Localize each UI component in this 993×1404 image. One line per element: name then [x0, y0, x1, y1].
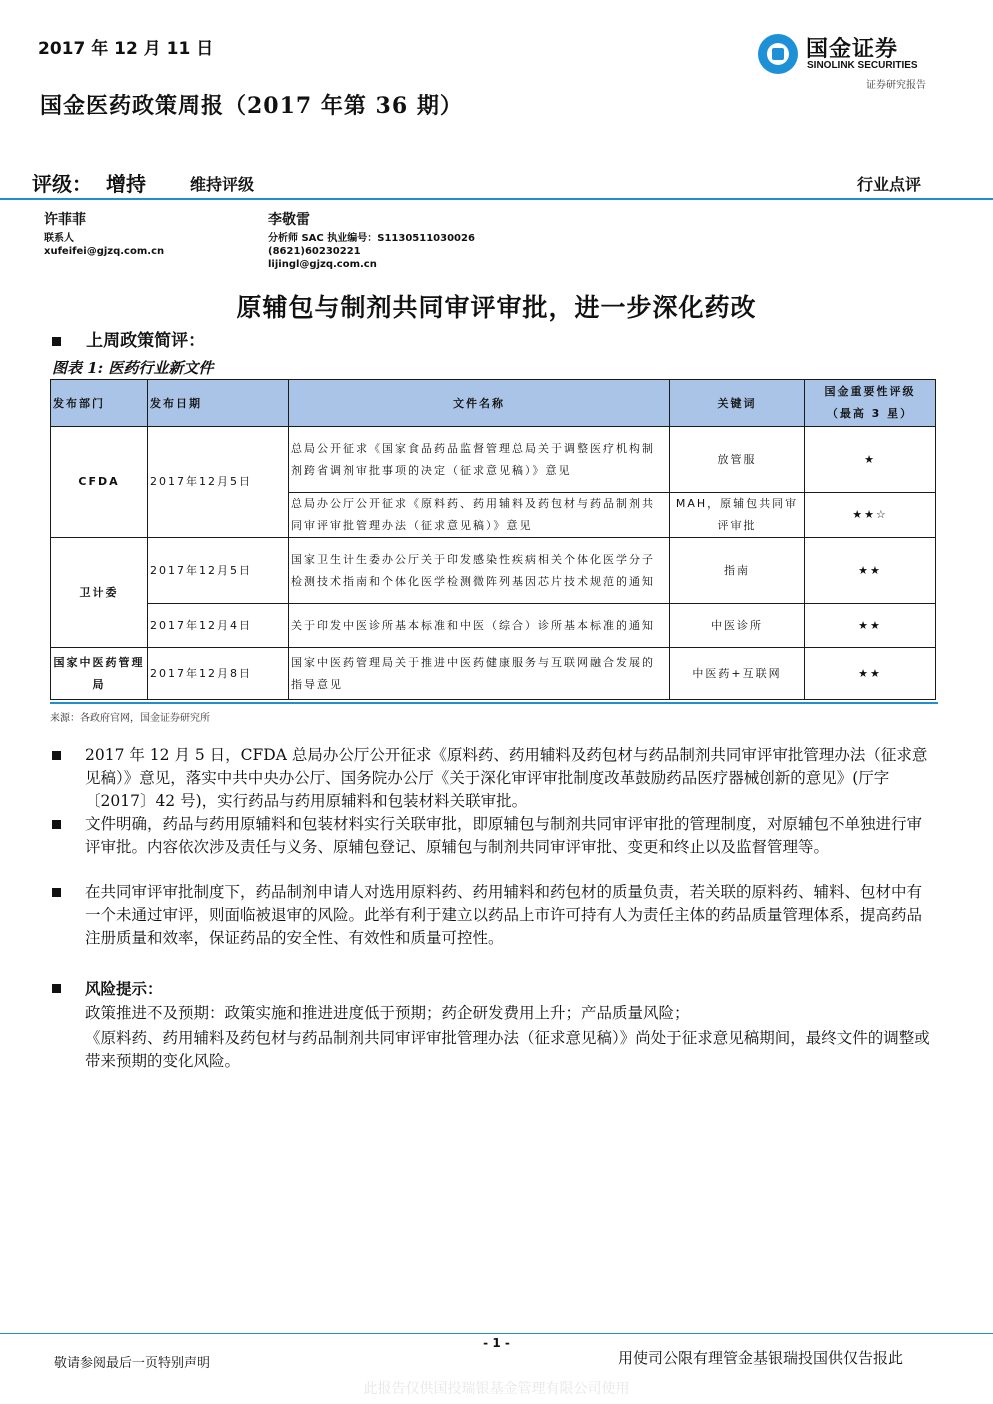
analyst-2	[268, 209, 475, 271]
dept-cell: CFDA	[51, 427, 148, 538]
company-logo	[758, 32, 948, 92]
report-series-title: 国金医药政策周报（2017 年第 36 期）	[40, 93, 463, 119]
bullet-square-icon	[52, 820, 61, 829]
bullet-square-icon	[52, 337, 61, 346]
keyword-cell: 指南	[670, 538, 805, 604]
table-row	[51, 538, 936, 604]
table-source: 来源：各政府官网，国金证券研究所	[50, 713, 210, 724]
header-divider	[0, 198, 993, 200]
date-cell: 2017年12月4日	[148, 604, 289, 648]
analyst-email[interactable]: xufeifei@gjzq.com.cn	[44, 246, 165, 257]
logo-subtitle: 证券研究报告	[866, 80, 926, 91]
date-cell: 2017年12月5日	[148, 427, 289, 538]
rating-maintain: 维持评级	[190, 175, 255, 194]
paragraph: 2017 年 12 月 5 日，CFDA 总局办公厅公开征求《原料药、药用辅料及药包材与药品制剂共同审评审批管理办法（征求意见稿）》意见，落实中共中央办公厅、国务院办公厅《关于深化审评审批制度改革鼓励药品医疗器械创新的意见》(厅字〔2017〕42 号)，实行药品与药用原辅料和包装材料关联审批。	[85, 746, 928, 810]
logo-en-text: SINOLINK SECURITIES	[807, 60, 918, 71]
footer-disclaimer: 敬请参阅最后一页特别声明	[54, 1356, 211, 1371]
logo-mark-icon	[758, 34, 798, 74]
risk-heading: 风险提示：	[85, 979, 163, 998]
logo-cn-text: 国金证券	[806, 37, 899, 62]
rating-value: 增持	[106, 172, 146, 196]
dept-cell: 卫计委	[51, 538, 148, 648]
col-header-rating	[805, 380, 936, 427]
doc-cell: 关于印发中医诊所基本标准和中医（综合）诊所基本标准的通知	[289, 604, 670, 648]
doc-cell: 总局公开征求《国家食品药品监督管理总局关于调整医疗机构制剂跨省调剂审批事项的决定（征求意见稿）》意见	[289, 427, 670, 493]
bullet-square-icon	[52, 888, 61, 897]
keyword-cell: 中医诊所	[670, 604, 805, 648]
rating-cell: ★★	[805, 538, 936, 604]
table-row	[51, 648, 936, 700]
table-header-row	[51, 380, 936, 427]
paragraph: 文件明确，药品与药用原辅料和包装材料实行关联审批，即原辅包与制剂共同审评审批的管理制度，对原辅包不单独进行审评审批。内容依次涉及责任与义务、原辅包登记、原辅包与制剂共同审评审批、变更和终止以及监督管理等。	[85, 815, 923, 856]
col-header-dept: 发布部门	[51, 380, 148, 427]
section-heading-text: 上周政策简评：	[86, 331, 206, 351]
doc-cell: 总局办公厅公开征求《原料药、药用辅料及药包材与药品制剂共同审评审批管理办法（征求意见稿）》意见	[289, 493, 670, 538]
report-category: 行业点评	[857, 175, 922, 194]
page-number: - 1 -	[483, 1336, 510, 1350]
col-header-doc: 文件名称	[289, 380, 670, 427]
risk-line: 《原料药、药用辅料及药包材与药品制剂共同审评审批管理办法（征求意见稿）》尚处于征求意见稿期间，最终文件的调整或带来预期的变化风险。	[85, 1029, 930, 1070]
rating-cell: ★	[805, 427, 936, 493]
rating-header-line1: 国金重要性评级	[824, 385, 916, 398]
rating-cell: ★★	[805, 648, 936, 700]
footer-watermark: 此报告仅供国投瑞银基金管理有限公司使用	[363, 1381, 630, 1397]
rating-label: 评级：	[32, 172, 92, 196]
date-cell: 2017年12月5日	[148, 538, 289, 604]
doc-cell: 国家卫生计生委办公厅关于印发感染性疾病相关个体化医学分子检测技术指南和个体化医学检测微阵列基因芯片技术规范的通知	[289, 538, 670, 604]
section-heading	[52, 326, 205, 351]
policy-table	[50, 379, 936, 700]
table-row	[51, 427, 936, 493]
table-row	[51, 604, 936, 648]
report-date: 2017 年 12 月 11 日	[38, 39, 214, 59]
keyword-cell: MAH，原辅包共同审评审批	[670, 493, 805, 538]
analyst-role: 分析师 SAC 执业编号：S1130511030026	[268, 233, 475, 244]
table-bottom-rule	[50, 702, 938, 704]
table-caption: 图表 1: 医药行业新文件	[52, 359, 214, 377]
bullet-square-icon	[52, 984, 61, 993]
analyst-name: 许菲菲	[44, 212, 86, 228]
date-cell: 2017年12月8日	[148, 648, 289, 700]
doc-cell: 国家中医药管理局关于推进中医药健康服务与互联网融合发展的指导意见	[289, 648, 670, 700]
analyst-name: 李敬雷	[268, 212, 310, 228]
paragraph: 在共同审评审批制度下，药品制剂申请人对选用原料药、药用辅料和药包材的质量负责，若关联的原料药、辅料、包材中有一个未通过审评，则面临被退审的风险。此举有利于建立以药品上市许可持有人为责任主体的药品质量管理体系，提高药品注册质量和效率，保证药品的安全性、有效性和质量可控性。	[85, 883, 923, 947]
rating-header-line2: （最高 3 星）	[826, 407, 914, 420]
keyword-cell: 放管服	[670, 427, 805, 493]
risk-line: 政策推进不及预期：政策实施和推进进度低于预期；药企研发费用上升；产品质量风险；	[85, 1004, 690, 1022]
analyst-1	[44, 209, 164, 258]
rating-cell: ★★	[805, 604, 936, 648]
rating-cell: ★★☆	[805, 493, 936, 538]
analyst-phone: (8621)60230221	[268, 246, 361, 257]
col-header-keyword: 关键词	[670, 380, 805, 427]
dept-cell: 国家中医药管理局	[51, 648, 148, 700]
article-headline: 原辅包与制剂共同审评审批，进一步深化药改	[236, 293, 757, 322]
bullet-square-icon	[52, 751, 61, 760]
footer-divider	[0, 1333, 993, 1334]
col-header-date: 发布日期	[148, 380, 289, 427]
footer-reversed-text: 用使司公限有理管金基银瑞投国供仅告报此	[618, 1349, 904, 1367]
keyword-cell: 中医药+互联网	[670, 648, 805, 700]
analyst-role: 联系人	[44, 233, 74, 244]
analyst-email[interactable]: lijingl@gjzq.com.cn	[268, 259, 377, 270]
